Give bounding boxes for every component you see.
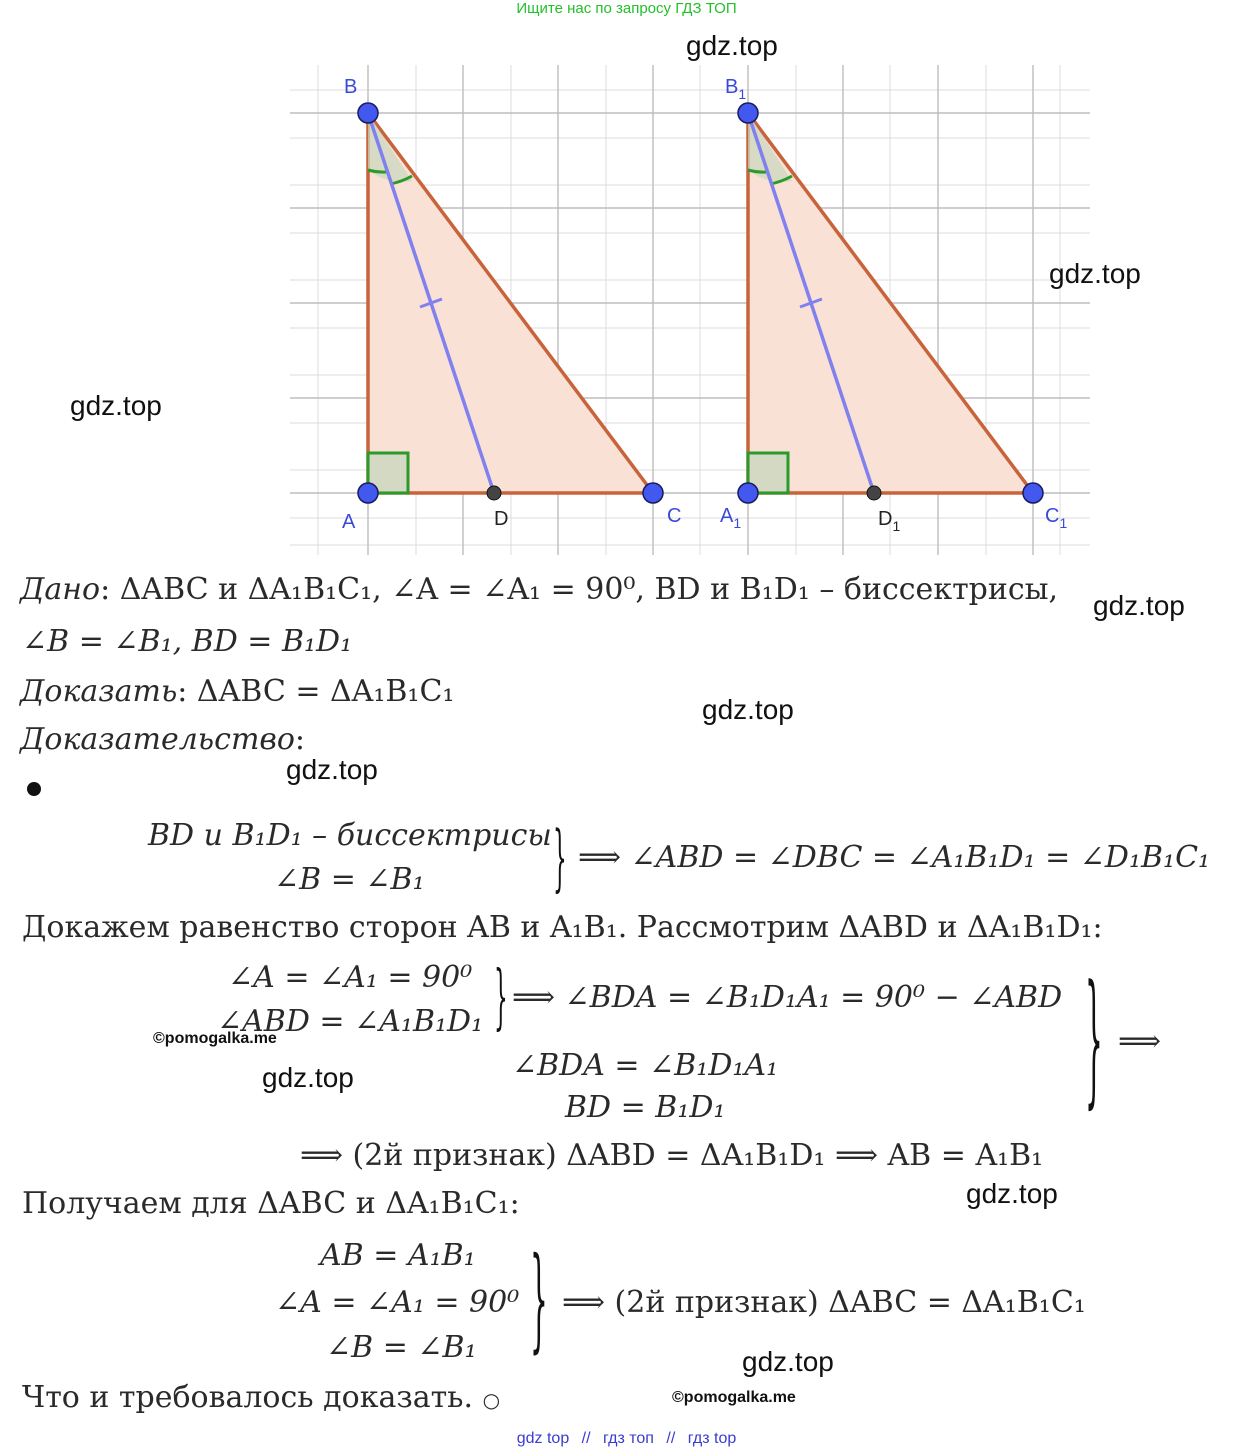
footer-links [0, 1430, 1253, 1448]
proof-heading: Доказательство: [20, 722, 306, 757]
label-c: C [667, 505, 682, 527]
step2-condition-c: ∠BDA = ∠B₁D₁A₁ [512, 1048, 779, 1083]
label-b: B [344, 76, 358, 98]
footer-link-3[interactable]: гдз top [687, 1430, 737, 1447]
watermark: gdz.top [742, 1346, 834, 1377]
triangle-a1b1c1 [720, 76, 1067, 534]
proof-label: Доказательство [20, 722, 295, 757]
watermark: gdz.top [686, 30, 778, 61]
watermark: gdz.top [70, 390, 162, 421]
step3-condition-b: ∠A = ∠A₁ = 90⁰ [275, 1285, 520, 1320]
step2-intro: Докажем равенство сторон AB и A₁B₁. Рассмотрим ΔABD и ΔA₁B₁D₁: [22, 910, 1103, 945]
step2-condition-d: BD = B₁D₁ [565, 1090, 726, 1125]
given-label: Дано [20, 572, 101, 607]
prove-line [20, 674, 454, 709]
step2-result: ⟹ ∠BDA = ∠B₁D₁A₁ = 90⁰ − ∠ABD [512, 980, 1063, 1015]
step2-condition-b: ∠ABD = ∠A₁B₁D₁ [217, 1004, 484, 1039]
label-d1: $D_1$ [878, 508, 901, 534]
footer-link-1[interactable]: gdz top [516, 1430, 570, 1447]
conclusion: Что и требовалось доказать. ○ [22, 1380, 501, 1415]
step1-condition-a: BD и B₁D₁ – биссектрисы [148, 818, 552, 853]
bullet [27, 782, 41, 796]
label-d: D [494, 508, 509, 530]
watermark: gdz.top [966, 1178, 1058, 1209]
step1-result: ⟹ ∠ABD = ∠DBC = ∠A₁B₁D₁ = ∠D₁B₁C₁ [578, 840, 1211, 875]
watermark: gdz.top [1049, 258, 1141, 289]
step3-condition-a: AB = A₁B₁ [320, 1238, 476, 1273]
step3-intro: Получаем для ΔABC и ΔA₁B₁C₁: [22, 1186, 520, 1221]
footer-link-2[interactable]: гдз топ [603, 1430, 654, 1447]
footer-separator: // [581, 1430, 591, 1447]
prove-label: Доказать [20, 674, 178, 709]
watermark: gdz.top [1093, 590, 1185, 621]
given-line-1 [20, 572, 1058, 607]
copyright-mark: ©pomogalka.me [672, 1389, 796, 1406]
copyright-mark: ©pomogalka.me [153, 1030, 277, 1047]
step3-condition-c: ∠B = ∠B₁ [326, 1330, 477, 1365]
label-b1: $B_1$ [725, 76, 747, 102]
end-mark: ○ [482, 1388, 501, 1412]
watermark: gdz.top [286, 754, 378, 785]
label-a1: $A_1$ [720, 505, 742, 531]
prove-text: : ΔABC = ΔA₁B₁C₁ [177, 674, 455, 709]
watermark: gdz.top [702, 694, 794, 725]
top-banner[interactable]: Ищите нас по запросу ГДЗ ТОП [516, 0, 737, 17]
label-a: A [342, 511, 356, 533]
step2-condition-a: ∠A = ∠A₁ = 90⁰ [228, 960, 473, 995]
step1-condition-b: ∠B = ∠B₁ [274, 862, 425, 897]
given-text: : ΔABC и ΔA₁B₁C₁, ∠A = ∠A₁ = 90⁰, BD и B₁D₁ – биссектрисы, [100, 572, 1059, 607]
footer-separator: // [666, 1430, 676, 1447]
right-brace: } [1085, 958, 1103, 1124]
triangle-abc [342, 76, 681, 533]
step2-arrow: ⟹ [1118, 1024, 1162, 1059]
right-brace: } [553, 818, 567, 900]
label-c1: $C_1$ [1045, 505, 1068, 531]
step3-result: ⟹ (2й признак) ΔABC = ΔA₁B₁C₁ [562, 1285, 1086, 1320]
right-brace: } [530, 1236, 548, 1365]
step2-conclusion: ⟹ (2й признак) ΔABD = ΔA₁B₁D₁ ⟹ AB = A₁B₁ [300, 1138, 1044, 1173]
watermark: gdz.top [262, 1062, 354, 1093]
right-brace: } [494, 958, 508, 1038]
given-line-2: ∠B = ∠B₁, BD = B₁D₁ [22, 624, 353, 659]
